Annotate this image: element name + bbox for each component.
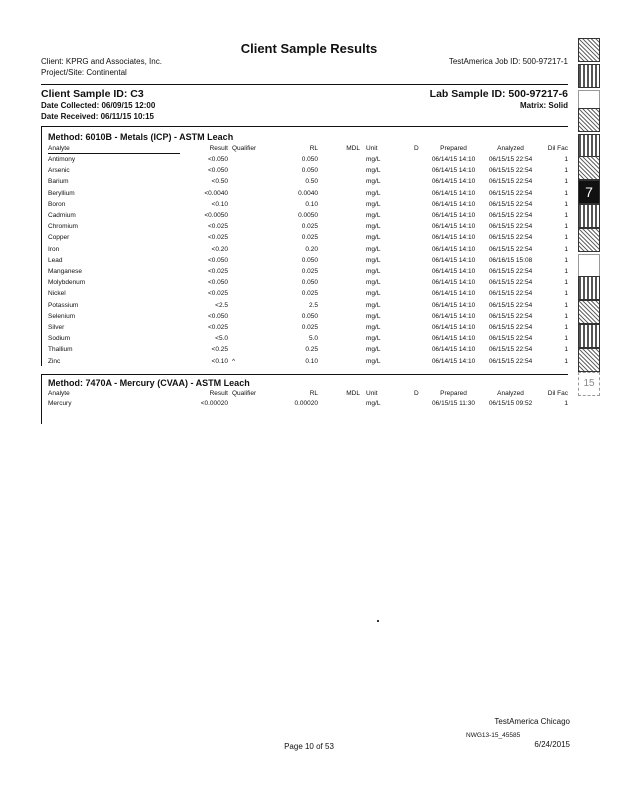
document-id: NWG13-15_45585 bbox=[466, 732, 521, 739]
method1-cell-unit: mg/L bbox=[366, 335, 381, 343]
method2-col-analyzed: Analyzed bbox=[497, 390, 524, 397]
method1-cell-analyzed: 06/15/15 22:54 bbox=[488, 212, 533, 219]
method1-cell-dil_fac: 1 bbox=[564, 234, 568, 242]
method1-cell-analyzed: 06/15/15 22:54 bbox=[488, 301, 533, 309]
method1-cell-unit: mg/L bbox=[366, 346, 381, 354]
method1-cell-unit: mg/L bbox=[366, 256, 381, 264]
tab-7-active[interactable]: 7 bbox=[578, 180, 600, 204]
tab-14[interactable] bbox=[578, 348, 600, 372]
method1-cell-prepared: 06/14/15 14:10 bbox=[431, 189, 476, 197]
method2-col-unit: Unit bbox=[366, 390, 378, 397]
method1-cell-result: <0.050 bbox=[207, 312, 228, 320]
method1-cell-result: <0.025 bbox=[207, 223, 228, 231]
lab-sample-id: Lab Sample ID: 500-97217-6 bbox=[429, 88, 568, 100]
method1-cell-analyte: Copper bbox=[48, 234, 70, 242]
method1-cell-unit: mg/L bbox=[366, 324, 381, 331]
tab-5[interactable] bbox=[578, 134, 600, 158]
method1-cell-dil_fac: 1 bbox=[564, 212, 568, 219]
method1-cell-prepared: 06/14/15 14:10 bbox=[431, 301, 476, 309]
method1-cell-dil_fac: 1 bbox=[564, 357, 568, 365]
method1-left-bar bbox=[41, 126, 42, 366]
method1-cell-analyte: Chromium bbox=[48, 223, 78, 231]
page-title: Client Sample Results bbox=[240, 41, 378, 56]
method1-cell-analyte: Nickel bbox=[48, 290, 66, 298]
report-date: 6/24/2015 bbox=[534, 740, 570, 749]
method2-col-qualifier: Qualifier bbox=[232, 390, 257, 397]
method1-cell-dil_fac: 1 bbox=[564, 346, 568, 354]
method1-cell-unit: mg/L bbox=[366, 200, 381, 208]
method1-cell-analyzed: 06/16/15 15:08 bbox=[488, 256, 533, 264]
method1-cell-analyte: Silver bbox=[48, 324, 65, 331]
method2-cell-rl: 0.00020 bbox=[294, 400, 318, 407]
method1-cell-analyzed: 06/15/15 22:54 bbox=[488, 234, 533, 242]
method2-cell-prepared: 06/15/15 11:30 bbox=[432, 400, 475, 407]
method2-col-rl: RL bbox=[309, 390, 318, 397]
method1-col-analyzed: Analyzed bbox=[497, 145, 524, 152]
method1-cell-analyte: Zinc bbox=[48, 357, 61, 365]
method1-cell-analyzed: 06/15/15 22:54 bbox=[488, 223, 533, 231]
tab-10[interactable] bbox=[578, 254, 600, 278]
method1-cell-result: <0.0050 bbox=[204, 212, 228, 219]
method1-cell-unit: mg/L bbox=[366, 167, 381, 175]
method2-cell-dil_fac: 1 bbox=[564, 400, 568, 407]
method1-cell-prepared: 06/14/15 14:10 bbox=[431, 245, 476, 253]
method1-cell-result: <0.050 bbox=[207, 279, 228, 287]
method1-cell-result: <2.5 bbox=[215, 301, 228, 309]
method1-cell-result: <0.0040 bbox=[204, 189, 228, 197]
method1-cell-dil_fac: 1 bbox=[564, 256, 568, 264]
method1-cell-analyzed: 06/15/15 22:54 bbox=[488, 268, 533, 275]
method1-cell-unit: mg/L bbox=[366, 301, 381, 309]
method1-cell-result: <0.025 bbox=[207, 268, 228, 275]
method1-cell-rl: 0.050 bbox=[301, 312, 318, 320]
method1-cell-unit: mg/L bbox=[366, 223, 381, 231]
method1-cell-dil_fac: 1 bbox=[564, 245, 568, 253]
method1-cell-result: <0.10 bbox=[211, 357, 228, 365]
method1-cell-dil_fac: 1 bbox=[564, 312, 568, 320]
method1-cell-dil_fac: 1 bbox=[564, 324, 568, 331]
method1-cell-result: <0.050 bbox=[207, 156, 228, 163]
method1-cell-analyzed: 06/15/15 22:54 bbox=[488, 178, 533, 186]
method1-cell-rl: 0.50 bbox=[305, 178, 318, 186]
method1-cell-prepared: 06/14/15 14:10 bbox=[431, 178, 476, 186]
method1-col-unit: Unit bbox=[366, 145, 378, 152]
method1-cell-dil_fac: 1 bbox=[564, 335, 568, 343]
method1-cell-analyte: Barium bbox=[48, 178, 69, 186]
method1-cell-unit: mg/L bbox=[366, 212, 381, 219]
method1-cell-dil_fac: 1 bbox=[564, 167, 568, 175]
method1-cell-prepared: 06/14/15 14:10 bbox=[431, 312, 476, 320]
tab-13[interactable] bbox=[578, 324, 600, 348]
method1-col-d: D bbox=[414, 145, 419, 152]
method1-col-qualifier: Qualifier bbox=[232, 145, 257, 152]
method1-cell-analyte: Lead bbox=[48, 256, 63, 264]
tab-6[interactable] bbox=[578, 156, 600, 180]
method1-cell-result: <0.50 bbox=[211, 178, 228, 186]
method1-cell-result: <0.050 bbox=[207, 256, 228, 264]
project-site: Project/Site: Continental bbox=[41, 68, 127, 77]
method1-cell-rl: 0.025 bbox=[301, 324, 318, 331]
method1-cell-rl: 0.10 bbox=[305, 357, 318, 365]
method1-cell-rl: 0.0050 bbox=[298, 212, 318, 219]
method1-cell-analyte: Beryllium bbox=[48, 189, 75, 197]
method2-cell-result: <0.00020 bbox=[200, 400, 228, 407]
page-number: Page 10 of 53 bbox=[284, 742, 334, 751]
method1-cell-analyte: Thallium bbox=[48, 346, 73, 354]
method1-cell-result: <0.10 bbox=[211, 200, 228, 208]
method2-cell-analyte: Mercury bbox=[48, 400, 72, 407]
method1-cell-prepared: 06/14/15 14:10 bbox=[431, 156, 476, 163]
method1-col-prepared: Prepared bbox=[440, 145, 467, 152]
method1-cell-analyzed: 06/15/15 22:54 bbox=[488, 357, 533, 365]
method1-cell-rl: 0.0040 bbox=[298, 189, 318, 197]
method1-cell-result: <0.050 bbox=[207, 167, 228, 175]
method1-cell-unit: mg/L bbox=[366, 279, 381, 287]
method1-cell-analyte: Selenium bbox=[48, 312, 76, 320]
method1-cell-prepared: 06/14/15 14:10 bbox=[431, 167, 476, 175]
method1-cell-unit: mg/L bbox=[366, 156, 381, 163]
method2-col-analyte: Analyte bbox=[48, 390, 70, 397]
method1-cell-dil_fac: 1 bbox=[564, 156, 568, 163]
tab-1[interactable] bbox=[578, 38, 600, 62]
method1-cell-analyzed: 06/15/15 22:54 bbox=[488, 200, 533, 208]
method1-cell-prepared: 06/14/15 14:10 bbox=[431, 256, 476, 264]
job-id: TestAmerica Job ID: 500-97217-1 bbox=[448, 57, 568, 66]
method2-col-result: Result bbox=[209, 390, 228, 397]
method1-cell-unit: mg/L bbox=[366, 234, 381, 242]
method1-cell-analyzed: 06/15/15 22:54 bbox=[488, 245, 533, 253]
method1-cell-analyte: Antimony bbox=[48, 156, 76, 163]
method2-cell-unit: mg/L bbox=[366, 400, 381, 407]
speck bbox=[377, 620, 379, 622]
method1-header-underline bbox=[48, 153, 180, 154]
method1-cell-unit: mg/L bbox=[366, 245, 381, 253]
method1-cell-analyte: Cadmium bbox=[48, 212, 76, 219]
method1-cell-unit: mg/L bbox=[366, 290, 381, 298]
method1-cell-analyte: Potassium bbox=[48, 301, 79, 309]
method1-cell-prepared: 06/14/15 14:10 bbox=[431, 324, 476, 331]
method1-cell-prepared: 06/14/15 14:10 bbox=[431, 290, 476, 298]
date-collected: Date Collected: 06/09/15 12:00 bbox=[41, 101, 156, 110]
method1-cell-analyte: Iron bbox=[48, 245, 60, 253]
method2-cell-analyzed: 06/15/15 09:52 bbox=[488, 400, 533, 407]
method1-cell-rl: 0.025 bbox=[301, 290, 318, 298]
method1-top-rule bbox=[41, 126, 568, 127]
method1-cell-prepared: 06/14/15 14:10 bbox=[431, 279, 476, 287]
tab-15[interactable]: 15 bbox=[578, 372, 600, 396]
client-sample-id: Client Sample ID: C3 bbox=[41, 88, 144, 100]
method1-cell-analyte: Arsenic bbox=[48, 167, 70, 175]
method1-title: Method: 6010B - Metals (ICP) - ASTM Leach bbox=[48, 132, 234, 142]
method1-cell-result: <5.0 bbox=[215, 335, 228, 343]
method1-cell-rl: 0.050 bbox=[301, 156, 318, 163]
method1-cell-result: <0.025 bbox=[207, 324, 228, 331]
method1-cell-unit: mg/L bbox=[366, 178, 381, 186]
method1-cell-rl: 2.5 bbox=[308, 301, 318, 309]
tab-9[interactable] bbox=[578, 228, 600, 252]
method2-left-bar bbox=[41, 374, 42, 424]
method1-cell-prepared: 06/14/15 14:10 bbox=[431, 234, 476, 242]
method1-cell-rl: 5.0 bbox=[308, 335, 318, 343]
method1-col-rl: RL bbox=[309, 145, 318, 152]
method1-cell-prepared: 06/14/15 14:10 bbox=[431, 212, 476, 219]
method1-cell-prepared: 06/14/15 14:10 bbox=[431, 223, 476, 231]
method1-col-mdl: MDL bbox=[346, 145, 360, 152]
method1-cell-analyzed: 06/15/15 22:54 bbox=[488, 346, 533, 354]
client-name: Client: KPRG and Associates, Inc. bbox=[41, 57, 162, 66]
method1-cell-analyzed: 06/15/15 22:54 bbox=[488, 335, 533, 343]
method1-cell-prepared: 06/14/15 14:10 bbox=[431, 346, 476, 354]
method1-cell-analyzed: 06/15/15 22:54 bbox=[488, 189, 533, 197]
method1-cell-rl: 0.025 bbox=[301, 223, 318, 231]
method1-cell-prepared: 06/14/15 14:10 bbox=[431, 335, 476, 343]
method1-cell-analyte: Manganese bbox=[48, 268, 82, 275]
method1-cell-rl: 0.10 bbox=[305, 200, 318, 208]
method1-cell-unit: mg/L bbox=[366, 189, 381, 197]
tab-4[interactable] bbox=[578, 108, 600, 132]
method1-cell-result: <0.25 bbox=[211, 346, 228, 354]
tab-11[interactable] bbox=[578, 276, 600, 300]
method1-cell-analyte: Boron bbox=[48, 200, 66, 208]
method1-cell-prepared: 06/14/15 14:10 bbox=[431, 200, 476, 208]
method2-col-d: D bbox=[414, 390, 419, 397]
method1-cell-analyzed: 06/15/15 22:54 bbox=[488, 290, 533, 298]
method1-cell-dil_fac: 1 bbox=[564, 178, 568, 186]
method1-cell-rl: 0.25 bbox=[305, 346, 318, 354]
method1-cell-rl: 0.050 bbox=[301, 279, 318, 287]
footer-lab: TestAmerica Chicago bbox=[494, 717, 570, 726]
method1-cell-analyzed: 06/15/15 22:54 bbox=[488, 156, 533, 163]
method1-cell-dil_fac: 1 bbox=[564, 189, 568, 197]
method1-cell-analyzed: 06/15/15 22:54 bbox=[488, 324, 533, 331]
tab-8[interactable] bbox=[578, 204, 600, 228]
method1-cell-dil_fac: 1 bbox=[564, 290, 568, 298]
method1-cell-analyte: Sodium bbox=[48, 335, 71, 343]
method1-cell-analyzed: 06/15/15 22:54 bbox=[488, 279, 533, 287]
method1-cell-rl: 0.20 bbox=[305, 245, 318, 253]
method1-cell-analyte: Molybdenum bbox=[48, 279, 86, 287]
method2-title: Method: 7470A - Mercury (CVAA) - ASTM Leach bbox=[48, 378, 250, 388]
method1-cell-dil_fac: 1 bbox=[564, 301, 568, 309]
method1-cell-result: <0.025 bbox=[207, 290, 228, 298]
tab-12[interactable] bbox=[578, 300, 600, 324]
method1-cell-result: <0.025 bbox=[207, 234, 228, 242]
method1-cell-rl: 0.025 bbox=[301, 234, 318, 242]
method1-cell-prepared: 06/14/15 14:10 bbox=[431, 268, 476, 275]
method1-cell-analyzed: 06/15/15 22:54 bbox=[488, 312, 533, 320]
method1-cell-qualifier: ^ bbox=[232, 357, 236, 365]
method1-cell-dil_fac: 1 bbox=[564, 200, 568, 208]
tab-2[interactable] bbox=[578, 64, 600, 88]
method2-col-dil_fac: Dil Fac bbox=[547, 390, 568, 397]
method2-top-rule bbox=[41, 374, 568, 375]
method2-col-prepared: Prepared bbox=[440, 390, 467, 397]
method1-cell-unit: mg/L bbox=[366, 312, 381, 320]
method1-cell-rl: 0.050 bbox=[301, 167, 318, 175]
matrix: Matrix: Solid bbox=[519, 101, 568, 110]
method2-col-mdl: MDL bbox=[346, 390, 360, 397]
method1-cell-dil_fac: 1 bbox=[564, 268, 568, 275]
method1-cell-unit: mg/L bbox=[366, 268, 381, 275]
method1-cell-dil_fac: 1 bbox=[564, 223, 568, 231]
date-received: Date Received: 06/11/15 10:15 bbox=[41, 112, 154, 121]
method1-cell-rl: 0.050 bbox=[301, 256, 318, 264]
method1-col-dil_fac: Dil Fac bbox=[547, 145, 568, 152]
method1-col-analyte: Analyte bbox=[48, 145, 70, 152]
method1-cell-prepared: 06/14/15 14:10 bbox=[431, 357, 476, 365]
method1-cell-dil_fac: 1 bbox=[564, 279, 568, 287]
method1-cell-analyzed: 06/15/15 22:54 bbox=[488, 167, 533, 175]
method1-cell-rl: 0.025 bbox=[301, 268, 318, 275]
method1-cell-result: <0.20 bbox=[211, 245, 228, 253]
method1-cell-unit: mg/L bbox=[366, 357, 381, 365]
method1-col-result: Result bbox=[209, 145, 228, 152]
header-divider bbox=[41, 84, 568, 85]
